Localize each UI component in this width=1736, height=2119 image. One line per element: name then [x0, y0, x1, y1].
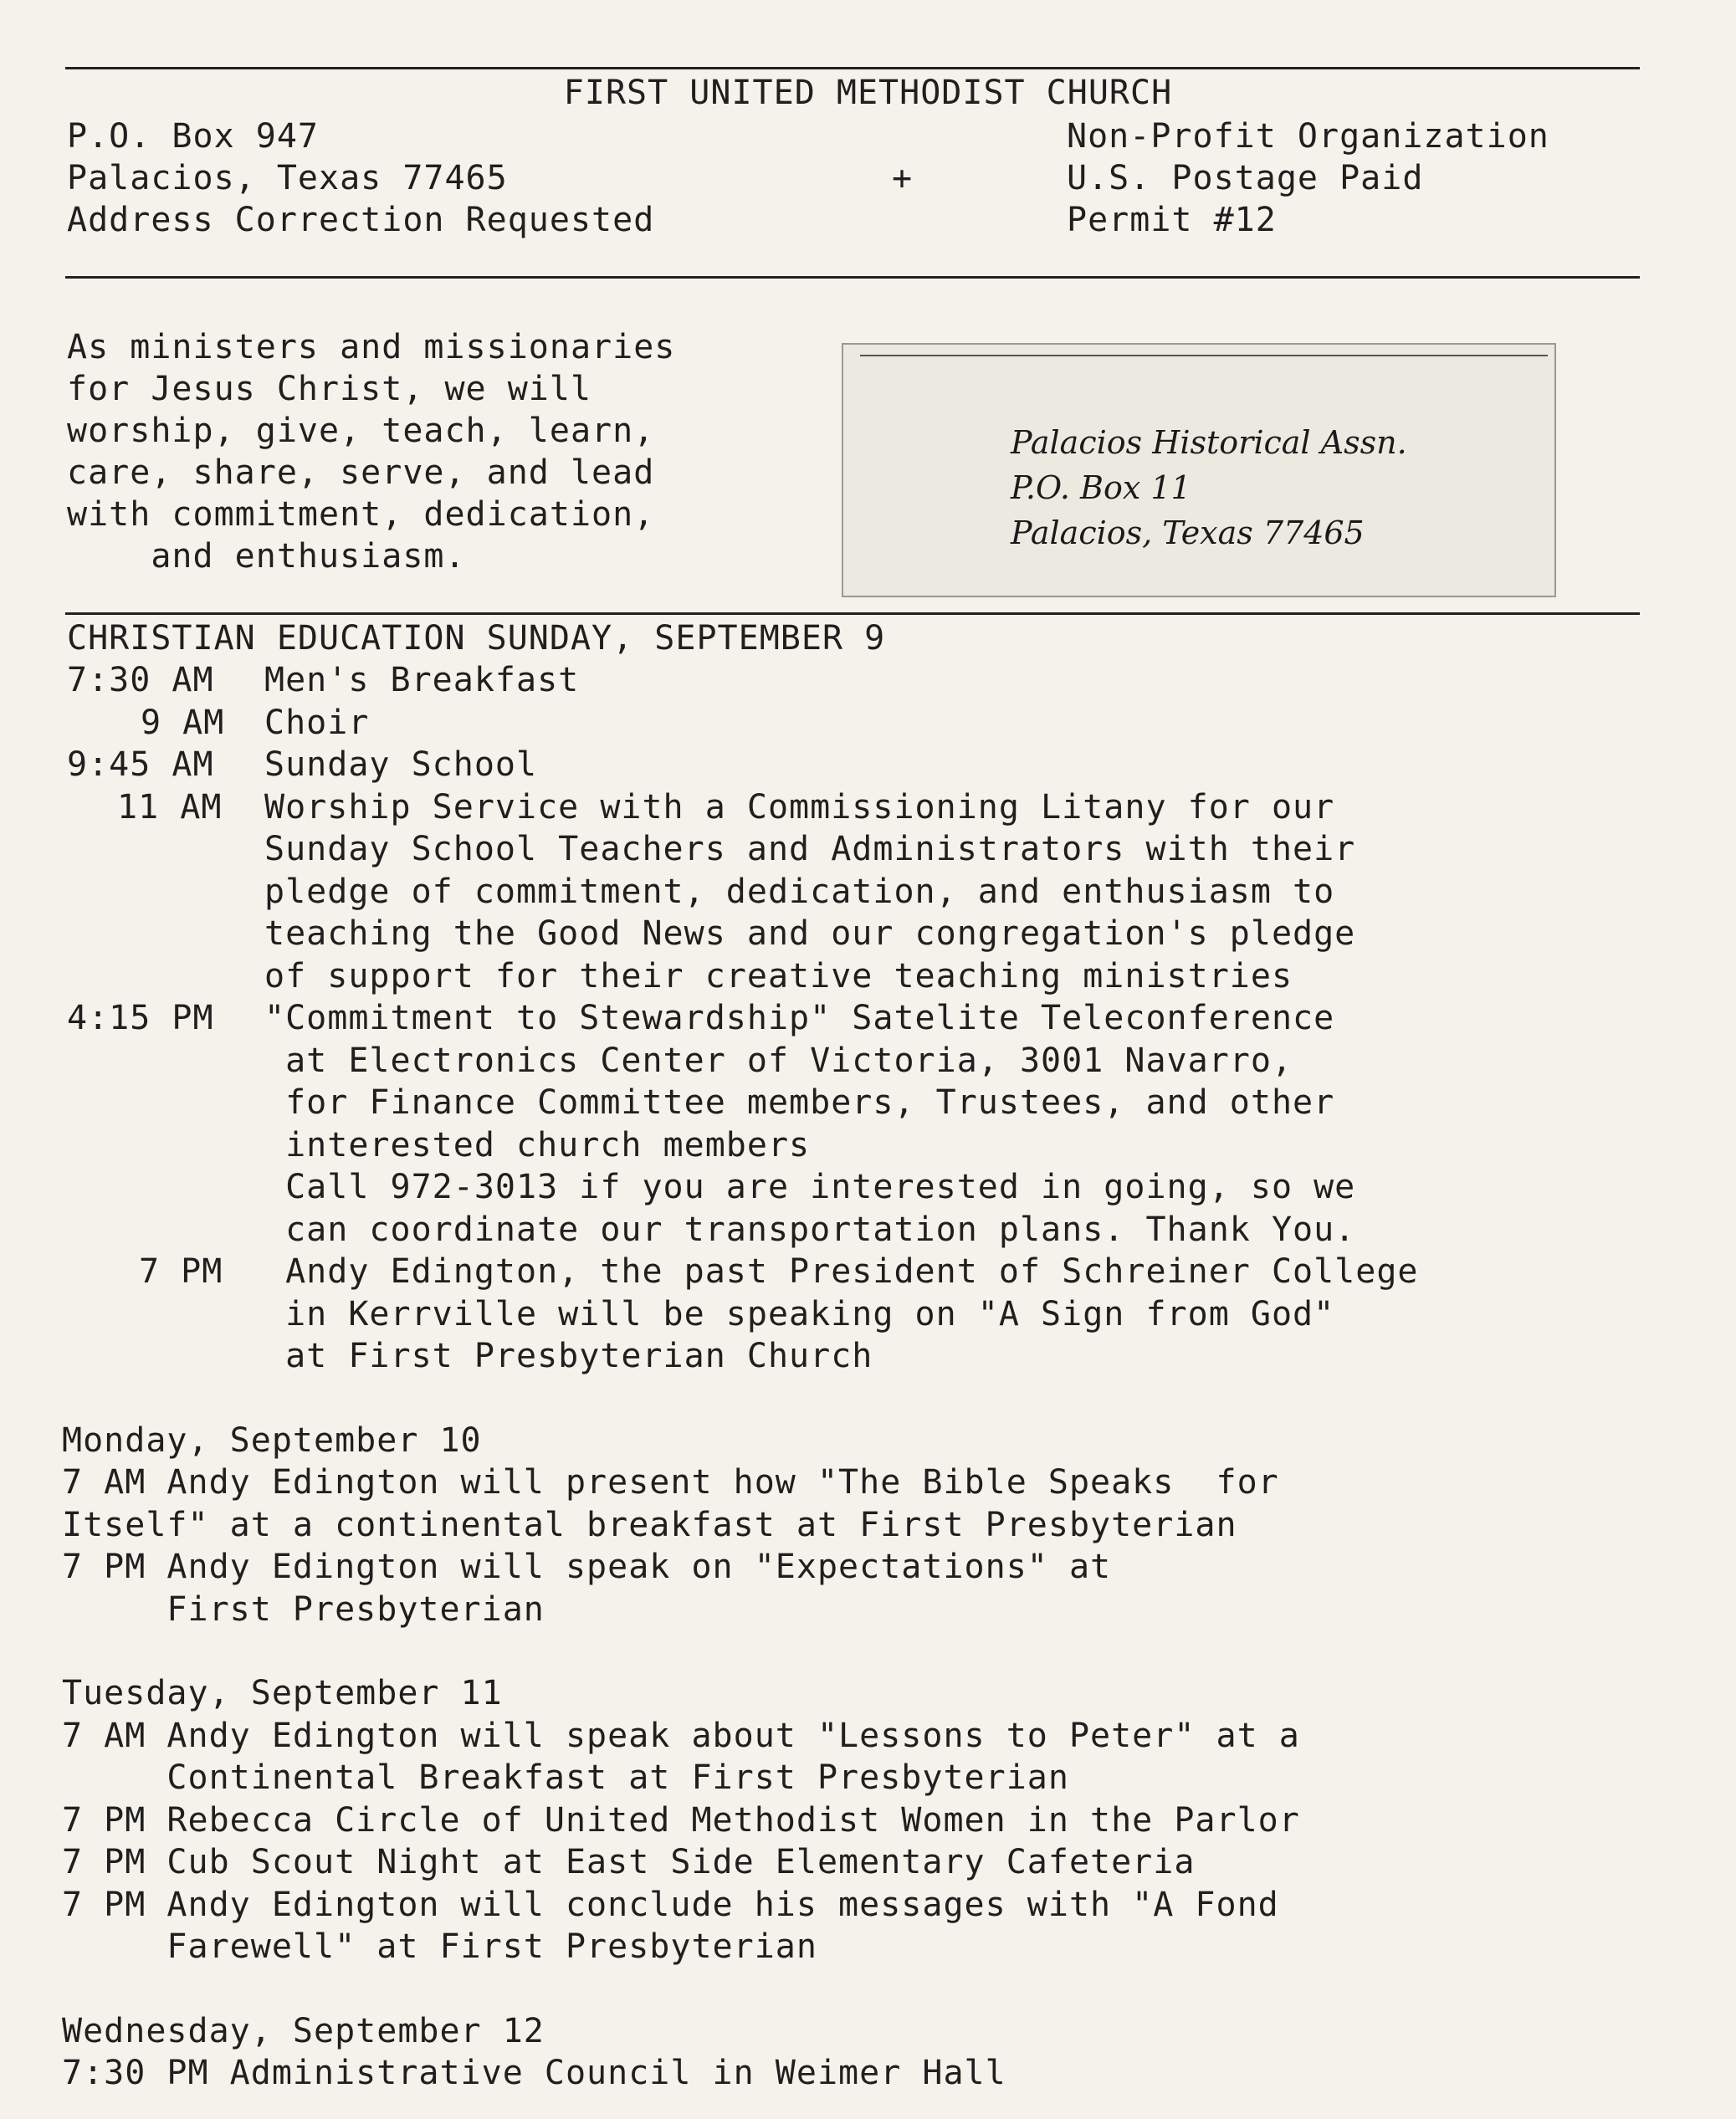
day-line: First Presbyterian: [62, 1590, 545, 1629]
schedule-text: at First Presbyterian Church: [264, 1337, 873, 1375]
schedule-text: of support for their creative teaching ministries: [264, 957, 1293, 996]
day-line: 7 PM Rebecca Circle of United Methodist Women in the Parlor: [62, 1801, 1300, 1840]
mailing-address-line: P.O. Box 11: [1011, 469, 1191, 506]
return-address-line-3: Address Correction Requested: [67, 201, 655, 239]
day-heading: Tuesday, September 11: [62, 1674, 503, 1712]
schedule-time: 7:30 AM: [67, 661, 214, 699]
postage-line-3: Permit #12: [1067, 201, 1277, 239]
schedule-text: Sunday School: [264, 745, 538, 784]
mailing-address: [1011, 420, 1407, 555]
postage-line-1: Non-Profit Organization: [1067, 117, 1549, 156]
mission-line: care, share, serve, and lead: [67, 453, 655, 492]
schedule-text: interested church members: [264, 1126, 811, 1164]
day-line: Itself" at a continental breakfast at First Presbyterian: [62, 1506, 1237, 1544]
header-rule: [65, 276, 1640, 279]
postage-line-2: U.S. Postage Paid: [1067, 159, 1424, 197]
top-rule: [65, 67, 1640, 69]
mission-line: for Jesus Christ, we will: [67, 370, 592, 408]
day-heading: Wednesday, September 12: [62, 2012, 545, 2050]
mission-line: worship, give, teach, learn,: [67, 412, 655, 450]
schedule-text: at Electronics Center of Victoria, 3001 Navarro,: [264, 1042, 1293, 1080]
schedule-text: Worship Service with a Commissioning Litany for our: [264, 788, 1335, 827]
schedule-text: pledge of commitment, dedication, and enthusiasm to: [264, 873, 1335, 911]
mission-line: As ministers and missionaries: [67, 328, 676, 366]
mission-line: with commitment, dedication,: [67, 495, 655, 534]
day-line: 7 PM Andy Edington will conclude his messages with "A Fond: [62, 1886, 1279, 1924]
schedule-text: Sunday School Teachers and Administrators with their: [264, 830, 1356, 868]
day-heading: Monday, September 10: [62, 1421, 482, 1460]
schedule-text: Andy Edington, the past President of Schreiner College: [264, 1252, 1419, 1291]
day-line: 7:30 PM Administrative Council in Weimer Hall: [62, 2054, 1006, 2092]
plus-mark: +: [892, 159, 914, 197]
schedule-text: Call 972-3013 if you are interested in going, so we: [264, 1168, 1356, 1206]
church-title: FIRST UNITED METHODIST CHURCH: [563, 74, 1173, 112]
return-address-line-2: Palacios, Texas 77465: [67, 159, 508, 197]
schedule-time: 4:15 PM: [67, 999, 214, 1037]
mission-line: and enthusiasm.: [67, 537, 466, 576]
day-line: 7 PM Cub Scout Night at East Side Elementary Cafeteria: [62, 1843, 1196, 1881]
label-top-line: [860, 355, 1548, 356]
schedule-text: for Finance Committee members, Trustees, and other: [264, 1083, 1335, 1122]
day-line: 7 AM Andy Edington will present how "The Bible Speaks for: [62, 1463, 1279, 1502]
day-line: Farewell" at First Presbyterian: [62, 1927, 817, 1966]
schedule-time: 9:45 AM: [67, 745, 214, 784]
day-line: Continental Breakfast at First Presbyterian: [62, 1758, 1069, 1797]
schedule-text: in Kerrville will be speaking on "A Sign from God": [264, 1295, 1335, 1333]
day-line: 7 AM Andy Edington will speak about "Lessons to Peter" at a: [62, 1717, 1300, 1755]
return-address-line-1: P.O. Box 947: [67, 117, 319, 156]
schedule-text: Men's Breakfast: [264, 661, 580, 699]
mailing-address-line: Palacios, Texas 77465: [1011, 514, 1365, 551]
schedule-time: 9 AM: [141, 704, 225, 742]
mailing-label: [842, 343, 1556, 597]
schedule-text: teaching the Good News and our congregation's pledge: [264, 914, 1356, 953]
schedule-time: 7 PM: [139, 1252, 223, 1291]
section-rule: [65, 612, 1640, 615]
schedule-time: 11 AM: [117, 788, 223, 827]
schedule-text: Choir: [264, 704, 370, 742]
schedule-text: can coordinate our transportation plans. Thank You.: [264, 1210, 1356, 1249]
sunday-heading: CHRISTIAN EDUCATION SUNDAY, SEPTEMBER 9: [67, 619, 886, 658]
mailing-address-line: Palacios Historical Assn.: [1011, 424, 1407, 461]
day-line: 7 PM Andy Edington will speak on "Expectations" at: [62, 1548, 1112, 1586]
schedule-text: "Commitment to Stewardship" Satelite Teleconference: [264, 999, 1335, 1037]
